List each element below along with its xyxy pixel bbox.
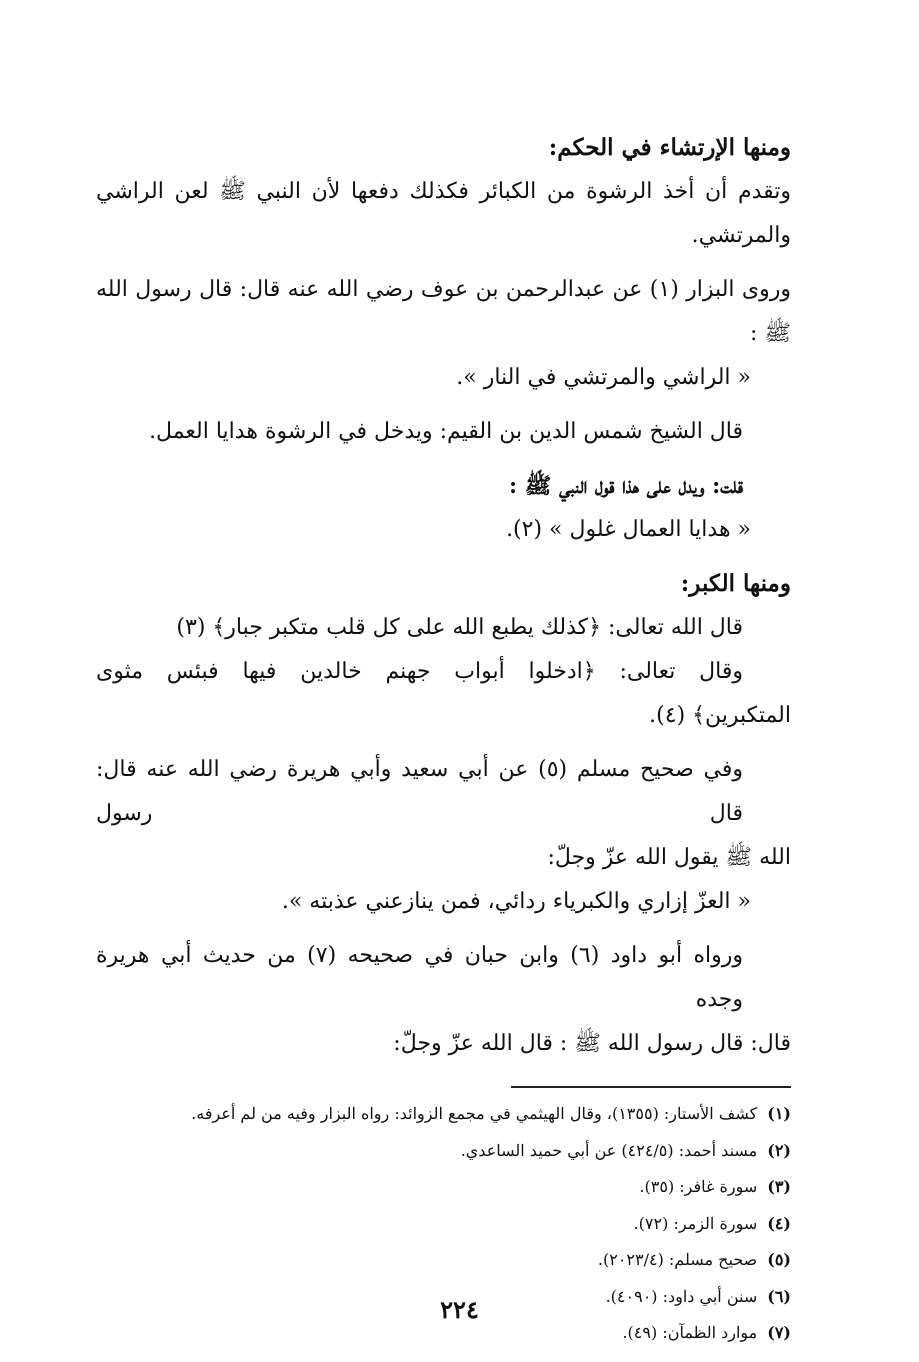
footnote-text: موارد الظمآن: (٤٩). <box>622 1323 758 1342</box>
paragraph-line: قلت: ويدل على هذا قول النبي ﷺ : <box>508 473 743 499</box>
hadith-quote: « العزّ إزاري والكبرياء ردائي، فمن ينازعني عذبته ». <box>281 889 751 914</box>
footnote-number: (٥) <box>767 1250 791 1269</box>
footnote-text: كشف الأستار: (١٣٥٥)، وقال الهيثمي في مجمع الزوائد: رواه البزار وفيه من لم أعرفه. <box>191 1104 758 1123</box>
footnote-number: (٧) <box>767 1323 791 1342</box>
section-heading-bribery: ومنها الإرتشاء في الحكم: <box>548 134 791 161</box>
footnote-text: مسند أحمد: (٤٢٤/٥) عن أبي حميد الساعدي. <box>460 1140 758 1160</box>
footnote-text: سورة غافر: (٣٥). <box>639 1177 758 1196</box>
paragraph-line: والمرتشي. <box>691 223 791 248</box>
footnote-number: (١) <box>767 1104 791 1123</box>
footnote <box>96 1206 791 1243</box>
paragraph-line: قال الشيخ شمس الدين بن القيم: ويدخل في الرشوة هدايا العمل. <box>149 419 743 444</box>
footnote-number: (٢) <box>767 1140 791 1160</box>
hadith-quote: « الراشي والمرتشي في النار ». <box>456 365 751 390</box>
footnote <box>96 1169 791 1206</box>
paragraph-line: وتقدم أن أخذ الرشوة من الكبائر فكذلك دفعها لأن النبي ﷺ لعن الراشي <box>96 179 791 204</box>
quran-verse-line: وقال تعالى: ﴿ادخلوا أبواب جهنم خالدين فيها فبئس مثوى <box>96 659 743 684</box>
footnote-number: (٣) <box>767 1177 791 1196</box>
footnote-text: صحيح مسلم: (٢٠٢٣/٤). <box>597 1250 758 1269</box>
main-text <box>96 126 791 1066</box>
section-heading-arrogance: ومنها الكبر: <box>680 570 791 597</box>
footnote-text: سنن أبي داود: (٤٠٩٠). <box>605 1286 758 1306</box>
quran-verse-line: قال الله تعالى: ﴿كذلك يطبع الله على كل قلب متكبر جبار﴾ (٣) <box>176 615 743 640</box>
footnote <box>96 1242 791 1279</box>
footnote <box>96 1096 791 1133</box>
page-number: ٢٢٤ <box>440 1295 479 1324</box>
footnote-divider <box>511 1086 791 1088</box>
paragraph-line: الله ﷺ يقول الله عزّ وجلّ: <box>547 845 791 870</box>
paragraph-line: ﷺ : <box>750 321 791 346</box>
footnote <box>96 1133 791 1170</box>
quran-verse-line: المتكبرين﴾ (٤). <box>649 703 791 728</box>
paragraph-line: ورواه أبو داود (٦) وابن حبان في صحيحه (٧) من حديث أبي هريرة وجده <box>96 943 743 1012</box>
footnote-text: سورة الزمر: (٧٢). <box>633 1213 758 1233</box>
paragraph-line: وروى البزار (١) عن عبدالرحمن بن عوف رضي الله عنه قال: قال رسول الله <box>96 277 791 302</box>
paragraph-line: قال: قال رسول الله ﷺ : قال الله عزّ وجلّ: <box>393 1031 791 1056</box>
hadith-quote: « هدايا العمال غلول » (٢). <box>506 517 751 542</box>
footnote-number: (٤) <box>767 1213 791 1233</box>
paragraph-line: وفي صحيح مسلم (٥) عن أبي سعيد وأبي هريرة رضي الله عنه قال: قال رسول <box>96 757 743 826</box>
footnote-number: (٦) <box>767 1286 791 1306</box>
